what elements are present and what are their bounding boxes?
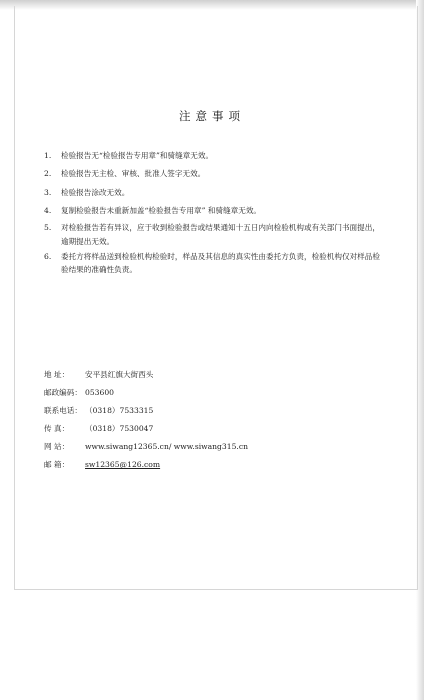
postcode-value: 053600	[85, 388, 114, 397]
page-title: 注意事项	[179, 109, 245, 123]
note-number: 3.	[44, 187, 52, 197]
postcode-row	[44, 384, 384, 402]
fax-row	[44, 420, 384, 438]
note-text: 对检验报告若有异议，应于收到检验报告或结果通知十五日内向检验机构或有关部门书面提出，逾期提出无效。	[61, 223, 380, 246]
note-text: 检验报告无主检、审核、批准人签字无效。	[61, 169, 206, 179]
note-text: 复制检验报告未重新加盖“检验报告专用章” 和骑缝章无效。	[61, 205, 262, 215]
address-label: 地 址：	[44, 370, 70, 379]
note-item	[44, 148, 384, 165]
note-text: 检验报告无“检验报告专用章”和骑缝章无效。	[61, 151, 214, 160]
contact-block	[44, 366, 384, 474]
website-value: www.siwang12365.cn/ www.siwang315.cn	[85, 442, 248, 451]
address-row	[44, 366, 384, 384]
address-value: 安平县红旗大街西头	[85, 370, 154, 379]
note-text: 检验报告涂改无效。	[61, 187, 130, 197]
fax-value: （0318）7530047	[85, 424, 154, 433]
fax-label: 传 真：	[44, 424, 70, 433]
email-label: 邮 箱：	[44, 460, 70, 469]
note-item	[44, 250, 384, 277]
note-item	[44, 166, 384, 183]
note-item	[44, 221, 384, 248]
note-number: 4.	[44, 205, 52, 215]
note-item	[44, 203, 384, 220]
page-border	[14, 6, 418, 590]
note-number: 5.	[44, 223, 52, 233]
phone-label: 联系电话：	[44, 406, 82, 415]
note-number: 2.	[44, 169, 52, 179]
phone-value: （0318）7533315	[85, 406, 154, 415]
website-row	[44, 438, 384, 456]
note-text: 委托方将样品送到检验机构检验时，样品及其信息的真实性由委托方负责，检验机构仅对样品检验结果的准确性负责。	[61, 251, 380, 275]
phone-row	[44, 402, 384, 420]
email-row	[44, 456, 384, 474]
note-number: 6.	[44, 251, 52, 261]
note-number: 1.	[44, 151, 52, 160]
note-item	[44, 185, 384, 202]
notes-list	[44, 148, 384, 279]
email-value: sw12365@126.com	[85, 460, 161, 469]
website-label: 网 站：	[44, 442, 70, 451]
postcode-label: 邮政编码：	[44, 388, 82, 397]
